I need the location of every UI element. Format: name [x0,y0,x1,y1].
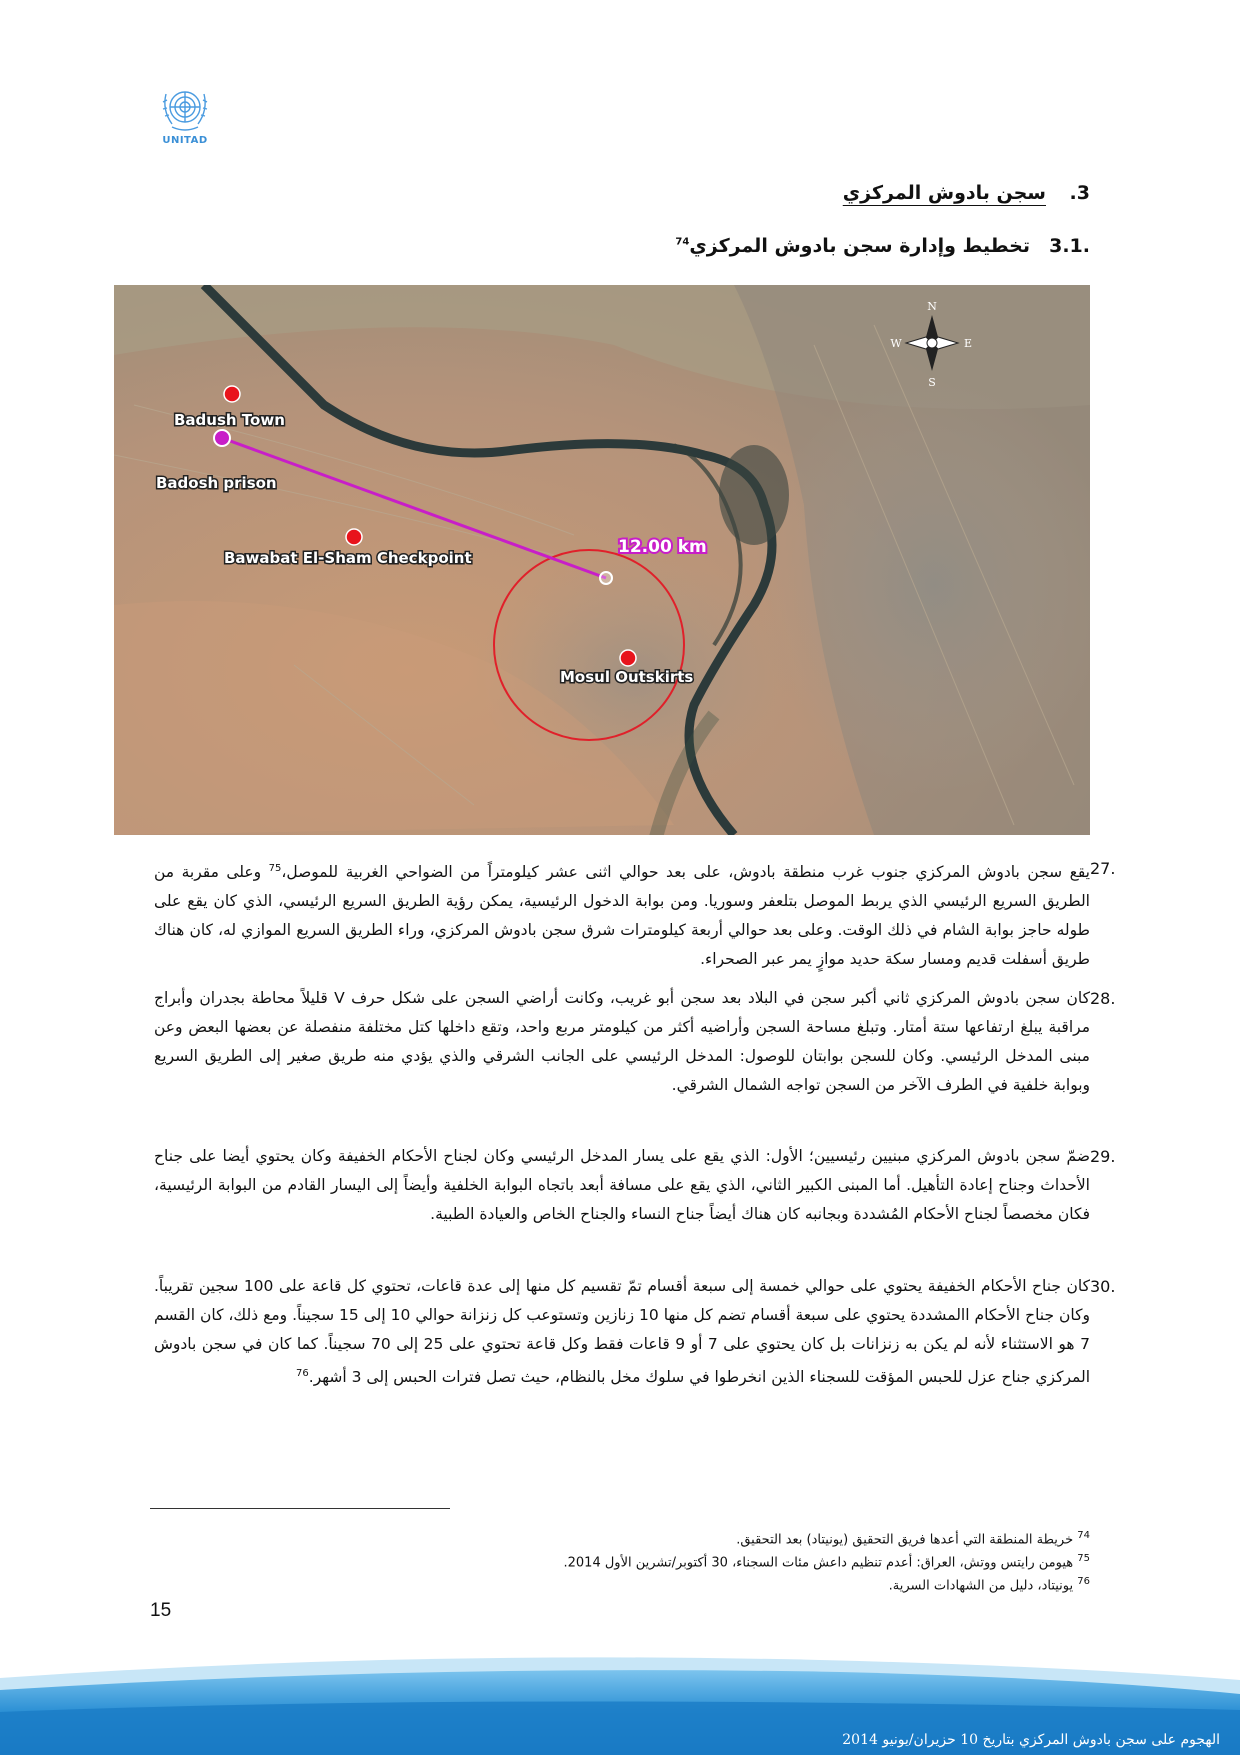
paragraph-number: .30 [1090,1277,1116,1296]
prison-marker [214,430,230,446]
page-number: 15 [150,1600,172,1621]
compass-n: N [927,300,937,313]
paragraph-28 [154,984,1116,1100]
section-title: سجن بادوش المركزي [842,182,1046,204]
paragraph-text: كان جناح الأحكام الخفيفة يحتوي على حوالي خمسة إلى سبعة أقسام تمّ تقسيم كل منها إلى عدة قاعات، تحتوي كل قاعة على 100 سجين تقريباً. وكان جناح الأحكام االمشددة يحتوي على سبعة أقسام تضم كل منها 10 زنازين وتستوعب كل زنزانة حوالي 10 إلى 15 سجيناً. ومع ذلك، كان القسم 7 هو الاستثناء لأنه لم يكن به زنزانات بل كان يحتوي على 7 أو 9 قاعات فقط وكل قاعة تحتوي على 25 إلى 70 سجيناً. كما كان في سجن بادوش المركزي جناح عزل للحبس المؤقت للسجناء الذين انخرطوا في سلوك مخل بالنظام، حيث تصل فترات الحبس إلى 3 أشهر. [154,1277,1090,1387]
footnote-text: هيومن رايتس ووتش، العراق: أعدم تنظيم داعش مئات السجناء، 30 أكتوبر/تشرين الأول 2014. [563,1555,1074,1571]
compass-w: W [890,337,902,350]
paragraph-text: يقع سجن بادوش المركزي جنوب غرب منطقة بادوش، على بعد حوالي اثنى عشر كيلومتراً من الضواحي الغربية للموصل، [281,863,1090,882]
subsection-heading [675,235,1090,257]
footnote-marker: 75 [1077,1553,1090,1564]
paragraph-number: .27 [1090,859,1116,878]
footer-band [0,1650,1240,1755]
paragraph-text: ضمّ سجن بادوش المركزي مبنيين رئيسيين؛ الأول: الذي يقع على يسار المدخل الرئيسي وكان لجناح الأحكام الخفيفة وكان يحتوي أيضا على جناح الأحداث وجناح إعادة التأهيل. أما المبنى الكبير الثاني، الذي يقع على مسافة أبعد باتجاه البوابة الخلفية وأيضاً إلى اليسار القادم من البوابة الرئيسية، فكان مخصصاً لجناح الأحكام المُشددة وبجانبه كان هناك أيضاً جناح النساء والجناح الخاص والعيادة الطبية. [154,1147,1090,1223]
label-badosh-prison: Badosh prison [156,474,277,492]
outskirts-marker [620,650,636,666]
label-checkpoint: Bawabat El-Sham Checkpoint [224,549,472,567]
label-distance: 12.00 km [618,537,707,557]
subsection-title: تخطيط وإدارة سجن بادوش المركزي [689,235,1030,257]
paragraph-29 [154,1142,1116,1229]
footnote-ref-76: 76 [296,1368,309,1379]
footnote-text: يونيتاد، دليل من الشهادات السرية. [888,1578,1074,1594]
section-number: 3. [1069,182,1090,204]
section-heading [843,182,1090,204]
un-emblem-icon [158,82,212,134]
compass-e: E [963,337,973,350]
logo-text: UNITAD [162,135,208,146]
footnote-76 [889,1576,1090,1593]
paragraph-30 [154,1272,1116,1392]
label-badush-town: Badush Town [174,411,285,429]
unitad-logo [150,82,220,146]
footnote-divider [150,1508,450,1509]
footnote-ref-74: 74 [675,236,690,248]
paragraph-number: .28 [1090,989,1116,1008]
footnote-75 [563,1553,1090,1570]
paragraph-text-cont: وعلى مقربة من الطريق السريع الرئيسي الذي يربط الموصل بتلعفر وسوريا. ومن بوابة الدخول الرئيسية، يمكن رؤية الطريق السريع الرئيسي، الذي كان يقع على طوله حاجز بوابة الشام في ذلك الوقت. وعلى بعد حوالي أربعة كيلومترات شرق سجن بادوش المركزي، وراء الطريق السريع الموازي له، كان هناك طريق أسفلت قديم ومسار سكة حديد موازٍ يمر عبر الصحراء. [154,863,1090,969]
label-mosul-outskirts: Mosul Outskirts [560,668,694,686]
footnote-74 [736,1530,1090,1547]
footnote-marker: 74 [1077,1530,1090,1541]
footnote-ref-75: 75 [268,863,282,874]
footnote-text: خريطة المنطقة التي أعدها فريق التحقيق (يونيتاد) بعد التحقيق. [736,1532,1074,1548]
footnote-marker: 76 [1077,1576,1090,1587]
satellite-map [114,285,1090,835]
paragraph-number: .29 [1090,1147,1116,1166]
compass-s: S [928,376,936,389]
footer-title: الهجوم على سجن بادوش المركزي بتاريخ 10 حزيران/يونيو 2014 [842,1732,1220,1748]
paragraph-text: كان سجن بادوش المركزي ثاني أكبر سجن في البلاد بعد سجن أبو غريب، وكانت أراضي السجن على شكل حرف V قليلاً محاطة بجدران وأبراج مراقبة يبلغ ارتفاعها ستة أمتار. وتبلغ مساحة السجن وأراضيه أكثر من كيلومتر مربع واحد، وتقع داخلها كتل مختلفة منفصلة عن بعضها البعض وعن مبنى المدخل الرئيسي. وكان للسجن بوابتان للوصول: المدخل الرئيسي على الجانب الشرقي والذي يؤدي منه طريق صغير إلى الطريق السريع وبوابة خلفية في الطرف الآخر من السجن تواجه الشمال الشرقي. [154,989,1091,1094]
town-marker [224,386,240,402]
subsection-number: .3.1 [1049,235,1090,257]
mosul-edge-point [600,572,612,584]
checkpoint-marker [346,529,362,545]
paragraph-27 [154,854,1116,974]
